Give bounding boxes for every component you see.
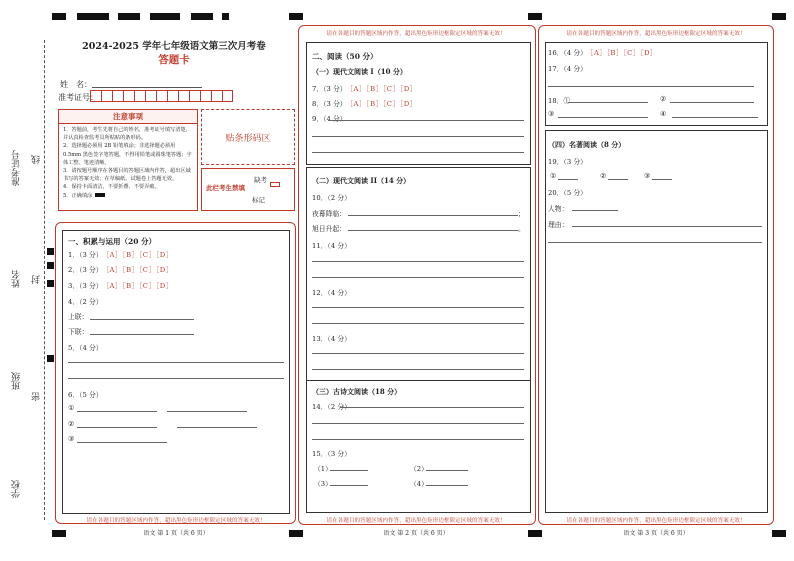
answer-line[interactable] — [330, 485, 368, 486]
notice-item: 2．选择题必须用 2B 铅笔填涂；非选择题必须用 0.5mm 黑色签字笔答题，不得用铅笔或圆珠笔答题；字体工整、笔迹清晰。 — [63, 143, 192, 166]
q15-part-2: （2） — [410, 465, 428, 473]
exam-no-label: 准考证号： — [58, 93, 98, 102]
answer-line[interactable] — [608, 179, 628, 180]
registration-mark — [77, 13, 109, 20]
period: 。 — [518, 225, 525, 233]
question-5: 5．（4 分） — [68, 344, 103, 352]
side-label-school: 学校 — [12, 480, 22, 498]
question-11: 11．（4 分） — [312, 242, 351, 250]
notice-item: 4．保持卡面清洁，不要折叠、不要弄破。 — [63, 184, 160, 191]
reason-label: 理由： — [548, 221, 569, 229]
answer-line[interactable] — [167, 411, 247, 412]
page3-top-warning: 请在各题目的答题区域内作答，超出黑色矩形边框限定区域的答案无效！ — [566, 31, 746, 37]
answer-line[interactable] — [340, 407, 524, 408]
registration-mark — [52, 13, 66, 20]
notice-title: 注意事项 — [59, 110, 197, 124]
absent-box — [201, 168, 295, 211]
question-18: 18．① — [548, 97, 571, 105]
q18-item-4: ④ — [660, 110, 667, 118]
side-mark — [47, 262, 54, 269]
q10-sunrise-label: 旭日升起： — [312, 225, 346, 233]
question-12: 12．（4 分） — [312, 289, 351, 297]
answer-line[interactable] — [558, 117, 648, 118]
answer-line[interactable] — [77, 411, 157, 412]
answer-line[interactable] — [312, 307, 524, 308]
q15-part-3: （3） — [314, 480, 332, 488]
answer-line[interactable] — [90, 334, 194, 335]
answer-line[interactable] — [68, 378, 284, 379]
binding-line — [44, 40, 45, 520]
exam-title: 2024-2025 学年七年级语文第三次月考卷 — [82, 41, 266, 52]
answer-line[interactable] — [572, 226, 762, 227]
registration-mark — [222, 13, 229, 20]
exam-no-boxes[interactable] — [90, 90, 233, 102]
page2-warning: 请在各题目的答题区域内作答，超出黑色矩形边框限定区域的答案无效！ — [326, 518, 506, 524]
subsection-title: （二）现代文阅读 II（14 分） — [312, 176, 411, 185]
question-17: 17．（4 分） — [548, 65, 587, 73]
notice-item: 5．正确填涂 — [63, 192, 93, 199]
side-mark — [47, 355, 54, 362]
answer-line[interactable] — [670, 102, 754, 103]
absent-top-text: 缺考 — [254, 176, 267, 184]
answer-line[interactable] — [77, 427, 157, 428]
answer-line[interactable] — [312, 323, 524, 324]
answer-line[interactable] — [312, 369, 524, 370]
answer-line[interactable] — [348, 215, 518, 216]
question-10: 10．（2 分） — [312, 194, 351, 202]
answer-line[interactable] — [312, 136, 524, 137]
page2-footer: 语文 第 2 页（共 6 页） — [383, 530, 449, 537]
q19-item-3: ③ — [644, 172, 651, 180]
section-separator — [306, 380, 531, 381]
absent-label: 此栏考生禁填 — [206, 184, 245, 192]
q19-item-1: ① — [550, 172, 557, 180]
registration-mark — [289, 13, 303, 20]
notice-item: 1．答题前，考生先将自己的姓名，准考证号填写清楚，并认真检查监考员所粘贴的条形码。 — [63, 127, 191, 142]
notice-item: 3．请按题号顺序在各题目的答题区域内作答，超出区域书写的答案无效；在草稿纸、试题卷上答题无效。 — [63, 168, 191, 183]
section-title: 二、阅读（50 分） — [312, 52, 378, 61]
answer-line[interactable] — [312, 261, 524, 262]
absent-bottom-text: 标记 — [252, 196, 265, 204]
upper-couplet-label: 上联： — [68, 313, 89, 321]
person-label: 人物： — [548, 205, 569, 213]
absent-checkbox[interactable] — [270, 182, 280, 187]
answer-line[interactable] — [572, 210, 618, 211]
subsection-title: （三）古诗文阅读（18 分） — [312, 387, 402, 396]
answer-line[interactable] — [77, 442, 167, 443]
q18-item-3: ③ — [548, 110, 555, 118]
answer-line[interactable] — [426, 485, 468, 486]
sub-item-1: ① — [68, 404, 75, 412]
side-label-name: 姓名 — [12, 270, 22, 288]
registration-mark — [150, 13, 180, 20]
q19-item-2: ② — [600, 172, 607, 180]
registration-mark — [191, 13, 213, 20]
question-8[interactable]: 8．（3 分） ［A］［B］［C］［D］ — [312, 100, 417, 108]
question-4: 4．（2 分） — [68, 298, 103, 306]
sub-item-3: ③ — [68, 435, 75, 443]
question-6: 6．（5 分） — [68, 391, 103, 399]
answer-line[interactable] — [312, 439, 524, 440]
answer-line[interactable] — [426, 470, 468, 471]
question-20: 20．（5 分） — [548, 189, 587, 197]
page3-warning: 请在各题目的答题区域内作答，超出黑色矩形边框限定区域的答案无效！ — [566, 518, 746, 524]
side-label-seal: 封 — [32, 275, 42, 284]
registration-mark — [118, 13, 140, 20]
answer-line[interactable] — [568, 102, 648, 103]
subsection-title: （四）名著阅读（8 分） — [548, 140, 626, 149]
q18-item-2: ② — [660, 95, 667, 103]
side-label-exam-no: 准考证号 — [12, 150, 22, 186]
question-19: 19．（3 分） — [548, 158, 587, 166]
subsection-title: （一）现代文阅读 I（10 分） — [312, 67, 407, 76]
q10-night-label: 夜幕降临： — [312, 210, 346, 218]
registration-mark — [772, 530, 786, 537]
section-title: 一、积累与运用（20 分） — [68, 237, 157, 246]
answer-line[interactable] — [672, 117, 758, 118]
question-9: 9．（4 分） — [312, 115, 347, 123]
sub-item-2: ② — [68, 420, 75, 428]
registration-mark — [772, 13, 786, 20]
name-field[interactable] — [92, 87, 202, 88]
side-label-seal-2: 密 — [32, 392, 42, 401]
page3-footer: 语文 第 3 页（共 6 页） — [623, 530, 689, 537]
answer-line[interactable] — [312, 423, 524, 424]
question-15: 15．（3 分） — [312, 450, 351, 458]
answer-line[interactable] — [328, 120, 524, 121]
barcode-area: 贴条形码区 — [201, 109, 295, 165]
card-title: 答题卡 — [158, 54, 190, 66]
answer-line[interactable] — [548, 242, 762, 243]
answer-line[interactable] — [558, 179, 578, 180]
side-mark — [47, 248, 54, 255]
answer-line[interactable] — [312, 277, 524, 278]
semicolon: ； — [518, 210, 525, 218]
side-mark — [47, 280, 54, 287]
question-16[interactable]: 16．（4 分） ［A］［B］［C］［D］ — [548, 49, 658, 57]
page2-top-warning: 请在各题目的答题区域内作答，超出黑色矩形边框限定区域的答案无效！ — [326, 31, 506, 37]
question-3[interactable]: 3．（3 分） ［A］［B］［C］［D］ — [68, 282, 173, 290]
answer-line[interactable] — [348, 230, 518, 231]
page1-footer: 语文 第 1 页（共 6 页） — [143, 530, 209, 537]
answer-line[interactable] — [90, 319, 194, 320]
answer-line[interactable] — [330, 470, 368, 471]
question-2[interactable]: 2．（3 分） ［A］［B］［C］［D］ — [68, 266, 173, 274]
answer-line[interactable] — [68, 362, 284, 363]
side-label-class: 班级 — [12, 372, 22, 390]
answer-line[interactable] — [312, 353, 524, 354]
q15-part-4: （4） — [410, 480, 428, 488]
answer-line[interactable] — [548, 86, 754, 87]
question-1[interactable]: 1．（3 分） ［A］［B］［C］［D］ — [68, 251, 173, 259]
side-label-line: 线 — [32, 155, 42, 164]
answer-line[interactable] — [652, 179, 672, 180]
lower-couplet-label: 下联： — [68, 328, 89, 336]
page1-warning: 请在各题目的答题区域内作答，超出黑色矩形边框限定区域的答案无效！ — [86, 518, 266, 524]
answer-line[interactable] — [177, 427, 257, 428]
q15-part-1: （1） — [314, 465, 332, 473]
name-label: 姓 名： — [60, 80, 92, 89]
registration-mark — [528, 13, 542, 20]
question-7[interactable]: 7．（3 分） ［A］［B］［C］［D］ — [312, 85, 417, 93]
fill-sample-icon — [95, 193, 105, 197]
notice-box — [58, 109, 198, 211]
question-13: 13．（4 分） — [312, 335, 351, 343]
answer-line[interactable] — [312, 152, 524, 153]
question-14: 14．（2 分） — [312, 403, 351, 411]
